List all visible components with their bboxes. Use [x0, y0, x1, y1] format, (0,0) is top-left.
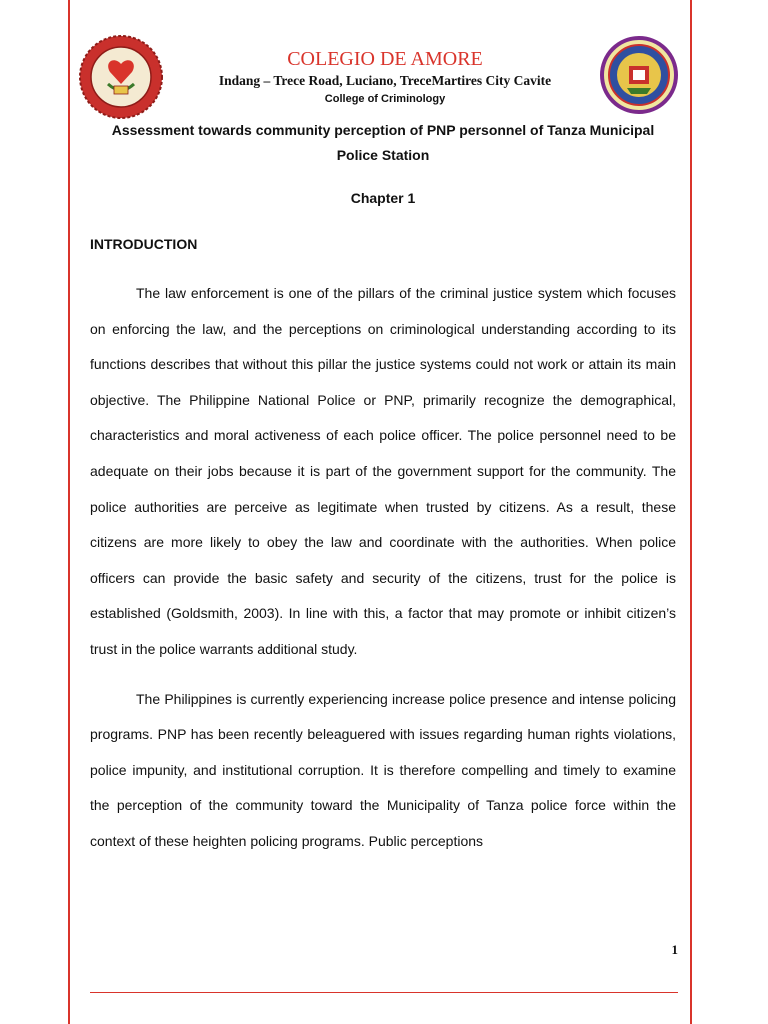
footer-divider [90, 992, 678, 993]
chapter-heading: Chapter 1 [350, 190, 416, 206]
left-margin-line [68, 0, 70, 1024]
school-address: Indang – Trece Road, Luciano, TreceMartires City Cavite [218, 73, 552, 88]
school-name: COLEGIO DE AMORE [287, 48, 483, 70]
paragraph: The law enforcement is one of the pillars of the criminal justice system which focuses on enforcing the law, and the perceptions on criminological understanding according to its functions describes that without this pillar the justice systems could not work or attain its main objective. The Philippine National Police or PNP, primarily recognize the demographical, characteristics and moral activeness of each police officer. The police personnel need to be adequate on their jobs because it is part of the government support for the community. The police authorities are perceive as legitimate when trusted by citizens. As a result, these citizens are more likely to obey the law and coordinate with the authorities. When police officers can provide the basic safety and security of the citizens, trust for the police is established (Goldsmith, 2003). In line with this, a factor that may promote or inhibit citizen’s trust in the police warrants additional study. [90, 285, 676, 657]
municipal-seal-logo [600, 36, 678, 114]
right-margin-line [690, 0, 692, 1024]
document-title: Assessment towards community perception of PNP personnel of Tanza Municipal Police Station [111, 122, 655, 163]
college-name: College of Criminology [324, 93, 446, 105]
college-seal-logo [78, 34, 164, 120]
section-heading: INTRODUCTION [90, 236, 198, 252]
page-number: 1 [671, 942, 678, 957]
document-body [90, 118, 676, 860]
document-header [170, 46, 600, 107]
paragraph: The Philippines is currently experiencing increase police presence and intense policing programs. PNP has been recently beleaguered with issues regarding human rights violations, police impunity, and institutional corruption. It is therefore compelling and timely to examine the perception of the community toward the Municipality of Tanza police force within the context of these heighten policing programs. Public perceptions [90, 690, 676, 849]
